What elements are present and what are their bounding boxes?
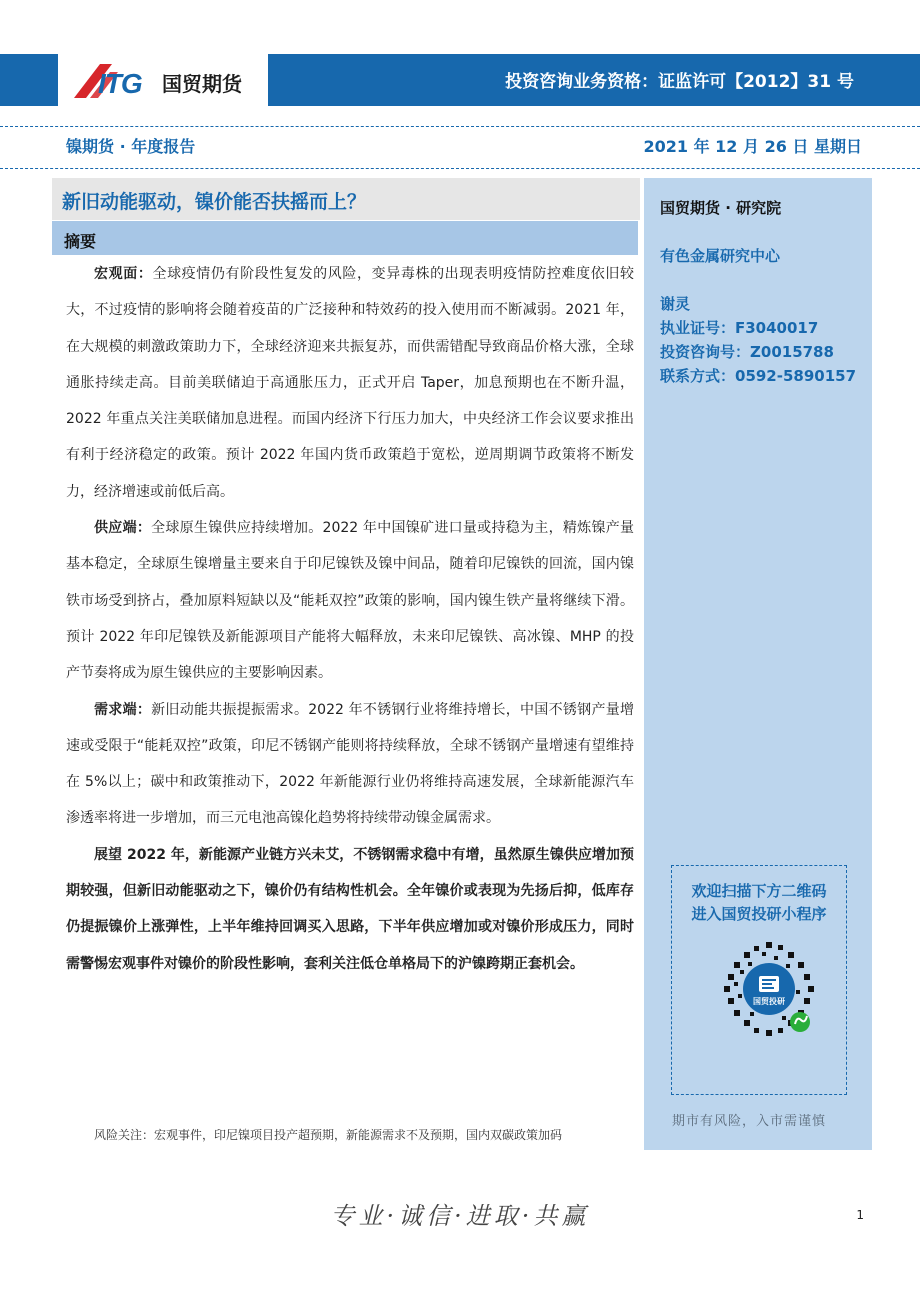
analyst-name: 谢灵 — [660, 295, 691, 313]
analyst-license: 执业证号：F3040017 — [660, 319, 819, 337]
qr-center-label: 国贸投研 — [753, 997, 785, 1006]
logo-itg-text: ITG — [98, 68, 142, 99]
mini-program-qr-code[interactable] — [720, 940, 818, 1038]
qr-caption — [682, 880, 836, 926]
sidebar-org: 国贸期货 · 研究院 — [660, 199, 782, 217]
abstract-band — [52, 221, 638, 255]
paragraph-supply — [66, 510, 634, 691]
qr-caption-line1: 欢迎扫描下方二维码 — [691, 882, 827, 900]
paragraph-text: 新旧动能共振提振需求。2022 年不锈钢行业将维持增长，中国不锈钢产量增速或受限于“能耗双控”政策，印尼不锈钢产能则将持续释放，全球不锈钢产量增速有望维持在 5%以上；碳中和政策推动下，2022 年新能源行业仍将维持高速发展，全球新能源汽车渗透率将进一步增加，而三元电池高镍化趋势将持续带动镍金属需求。 — [66, 701, 635, 827]
sidebar-center: 有色金属研究中心 — [660, 247, 781, 265]
qr-code-icon — [720, 940, 818, 1038]
analyst-consult-id: 投资咨询号：Z0015788 — [660, 343, 834, 361]
qualification-text: 投资咨询业务资格：证监许可【2012】31 号 — [505, 72, 854, 92]
logo-company-name: 国贸期货 — [162, 72, 242, 96]
company-logo — [58, 54, 268, 106]
risk-note: 风险关注：宏观事件，印尼镍项目投产超预期，新能源需求不及预期，国内双碳政策加码 — [94, 1128, 563, 1142]
report-title: 新旧动能驱动，镍价能否扶摇而上？ — [62, 191, 367, 213]
abstract-label: 摘要 — [64, 232, 97, 251]
paragraph-lead: 宏观面： — [94, 266, 153, 282]
analyst-info — [660, 292, 856, 388]
paragraph-text: 全球疫情仍有阶段性复发的风险，变异毒株的出现表明疫情防控难度依旧较大，不过疫情的影响将会随着疫苗的广泛接种和特效药的投入使用而不断减弱。2021 年，在大规模的刺激政策助力下，全球经济迎来共振复苏，而供需错配导致商品价格大涨，全球通胀持续走高。目前美联储迫于高通胀压力，正式开启 Taper，加息预期也在不断升温，2022 年重点关注美联储加息进程。而国内经济下行压力加大，中央经济工作会议要求推出有利于经济稳定的政策。预计 2022 年国内货币政策趋于宽松，逆周期调节政策将不断发力，经济增速或前低后高。 — [66, 266, 635, 500]
report-date: 2021 年 12 月 26 日 星期日 — [643, 137, 862, 156]
page-number: 1 — [856, 1208, 864, 1222]
report-series: 镍期货 · 年度报告 — [66, 137, 196, 156]
company-motto: 专业·诚信·进取·共赢 — [330, 1202, 590, 1230]
paragraph-lead: 需求端： — [94, 701, 152, 718]
analyst-contact: 联系方式：0592-5890157 — [660, 367, 857, 385]
abstract-body — [66, 256, 634, 982]
qr-caption-line2: 进入国贸投研小程序 — [691, 905, 827, 923]
divider-top — [0, 126, 920, 127]
paragraph-demand — [66, 692, 634, 837]
paragraph-text: 全球原生镍供应持续增加。2022 年中国镍矿进口量或持稳为主，精炼镍产量基本稳定，全球原生镍增量主要来自于印尼镍铁及镍中间品，随着印尼镍铁的回流，国内镍铁市场受到挤占，叠加原料短缺以及“能耗双控”政策的影响，国内镍生铁产量将继续下滑。预计 2022 年印尼镍铁及新能源项目产能将大幅释放，未来印尼镍铁、高冰镍、MHP 的投产节奏将成为原生镍供应的主要影响因素。 — [66, 520, 635, 682]
risk-warning: 期市有风险，入市需谨慎 — [672, 1114, 827, 1129]
paragraph-macro — [66, 256, 634, 510]
paragraph-outlook: 展望 2022 年，新能源产业链方兴未艾，不锈钢需求稳中有增，虽然原生镍供应增加预期较强，但新旧动能驱动之下，镍价仍有结构性机会。全年镍价或表现为先扬后抑，低库存仍提振镍价上涨弹性，上半年维持回调买入思路，下半年供应增加或对镍价形成压力，同时需警惕宏观事件对镍价的阶段性影响，套利关注低仓单格局下的沪镍跨期正套机会。 — [66, 846, 634, 972]
paragraph-lead: 供应端： — [94, 520, 152, 537]
divider-bottom — [0, 168, 920, 169]
